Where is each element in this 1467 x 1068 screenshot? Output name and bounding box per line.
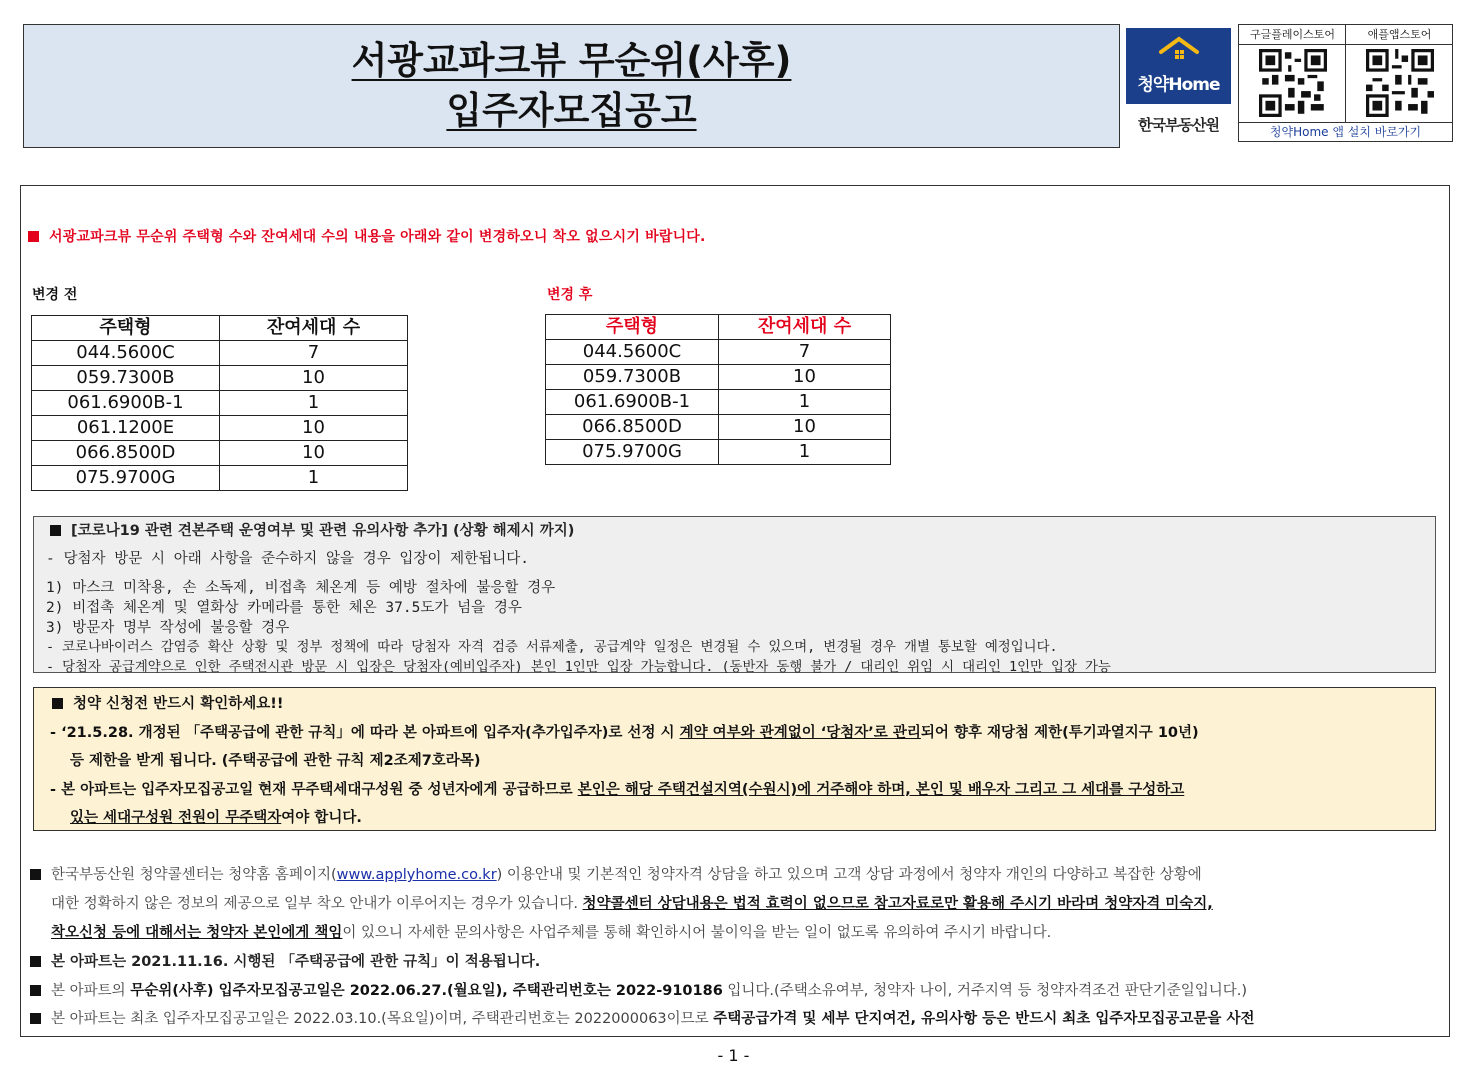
remaining-units-cell: 10: [719, 415, 891, 440]
initial-announcement-paragraph: [30, 1007, 1254, 1028]
logo-brand-text: 청약Home: [1137, 75, 1220, 95]
covid-heading: [50, 519, 574, 540]
black-square-bullet-icon: [30, 1013, 41, 1024]
black-square-bullet-icon: [50, 525, 61, 536]
covid-line: - 당첨자 공급계약으로 인한 주택전시관 방문 시 입장은 당첨자(예비입주자) 본인 1인만 입장 가능합니다. (동반자 동행 불가 / 대리인 위임 시 대리인 1인만 입장 가능: [46, 660, 1111, 675]
paragraph-text: 입니다.(주택소유여부, 청약자 나이, 거주지역 등 청약자격조건 판단기준일입니다.): [722, 983, 1248, 999]
column-header-housing-type: 주택형: [32, 316, 220, 341]
callcenter-paragraph-line-2: [51, 892, 1213, 913]
paragraph-text: ) 이용안내 및 기본적인 청약자격 상담을 하고 있으며 고객 상담 과정에서 청약자 개인의 다양하고 복잡한 상황에: [496, 867, 1202, 883]
covid-line: 3) 방문자 명부 작성에 불응할 경우: [46, 620, 290, 636]
table-row: [546, 440, 891, 465]
callcenter-paragraph-line-1: [30, 863, 1202, 884]
remaining-units-cell: 7: [220, 341, 408, 366]
remaining-units-cell: 10: [220, 441, 408, 466]
covid-line: 1) 마스크 미착용, 손 소독제, 비접촉 체온계 등 예방 절차에 불응할 경우: [46, 580, 556, 596]
table-row: [32, 416, 408, 441]
covid-line: - 당첨자 방문 시 아래 사항을 준수하지 않을 경우 입장이 제한됩니다.: [46, 551, 529, 567]
warning-text: 여야 합니다.: [281, 810, 362, 826]
title-line-1: 서광교파크뷰 무순위(사후): [351, 39, 792, 82]
title-line-2: 입주자모집공고: [446, 89, 697, 132]
warning-line-4: [70, 806, 362, 827]
before-change-table: [31, 315, 408, 491]
table-row: [32, 391, 408, 416]
housing-type-cell: 044.5600C: [32, 341, 220, 366]
remaining-units-cell: 1: [220, 466, 408, 491]
warning-text: - 본 아파트는 입주자모집공고일 현재 무주택세대구성원 중 성년자에게 공급하므로: [50, 782, 578, 798]
red-square-bullet-icon: [28, 231, 39, 242]
covid-heading-text: [코로나19 관련 견본주택 운영여부 및 관련 유의사항 추가] (상황 해제시 까지): [71, 523, 575, 539]
housing-type-cell: 061.6900B-1: [32, 391, 220, 416]
applyhome-link[interactable]: www.applyhome.co.kr: [336, 867, 497, 883]
remaining-units-cell: 10: [220, 416, 408, 441]
black-square-bullet-icon: [30, 869, 41, 880]
remaining-units-cell: 10: [719, 365, 891, 390]
table-row: [32, 441, 408, 466]
table-row: [546, 390, 891, 415]
housing-type-cell: 061.6900B-1: [546, 390, 719, 415]
paragraph-bold-text: 주택공급가격 및 세부 단지여건, 유의사항 등은 반드시 최초 입주자모집공고문을 사전: [713, 1011, 1255, 1027]
warning-heading: [52, 692, 283, 713]
logo-org-text: 한국부동산원: [1138, 116, 1219, 134]
pre-application-warning-box: [33, 687, 1436, 831]
applyhome-logo[interactable]: [1126, 28, 1231, 140]
black-square-bullet-icon: [30, 985, 41, 996]
covid-notice-box: [33, 516, 1436, 673]
black-square-bullet-icon: [52, 698, 63, 709]
housing-type-cell: 061.1200E: [32, 416, 220, 441]
table-header-row: [32, 316, 408, 341]
google-play-label: 구글플레이스토어: [1239, 25, 1346, 45]
change-notice-text: 서광교파크뷰 무순위 주택형 수와 잔여세대 수의 내용을 아래와 같이 변경하오니 착오 없으시기 바랍니다.: [49, 229, 706, 245]
warning-line-3: [50, 778, 1184, 799]
housing-type-cell: 059.7300B: [546, 365, 719, 390]
apple-store-label: 애플앱스토어: [1346, 25, 1453, 45]
remaining-units-cell: 10: [220, 366, 408, 391]
warning-line-1: [50, 721, 1199, 742]
remaining-units-cell: 1: [220, 391, 408, 416]
remaining-units-cell: 1: [719, 440, 891, 465]
rule-applied-paragraph: [30, 950, 540, 971]
housing-type-cell: 075.9700G: [32, 466, 220, 491]
remaining-units-cell: 7: [719, 340, 891, 365]
paragraph-text: 대한 정확하지 않은 정보의 제공으로 일부 착오 안내가 이루어지는 경우가 있습니다.: [51, 896, 583, 912]
table-row: [32, 341, 408, 366]
column-header-remaining-units: 잔여세대 수: [220, 316, 408, 341]
title-banner: [23, 24, 1120, 148]
black-square-bullet-icon: [30, 956, 41, 967]
table-row: [546, 365, 891, 390]
paragraph-text: 본 아파트는 최초 입주자모집공고일은 2022.03.10.(목요일)이며, 주택관리번호는 2022000063이므로: [51, 1011, 714, 1027]
housing-type-cell: 044.5600C: [546, 340, 719, 365]
app-install-link[interactable]: 청약Home 앱 설치 바로가기: [1239, 122, 1452, 142]
remaining-units-cell: 1: [719, 390, 891, 415]
before-change-label: 변경 전: [32, 287, 78, 303]
table-row: [32, 366, 408, 391]
paragraph-bold-text: 무순위(사후) 입주자모집공고일은 2022.06.27.(월요일), 주택관리번호는 2022-910186: [130, 983, 723, 999]
announcement-date-paragraph: [30, 979, 1247, 1000]
paragraph-bold-underlined-text: 착오신청 등에 대해서는 청약자 본인에게 책임: [51, 925, 343, 941]
warning-text: - ‘21.5.28. 개정된 「주택공급에 관한 규칙」에 따라 본 아파트에 입주자(추가입주자)로 선정 시: [50, 725, 680, 741]
housing-type-cell: 075.9700G: [546, 440, 719, 465]
covid-line: 2) 비접촉 체온계 및 열화상 카메라를 통한 체온 37.5도가 넘을 경우: [46, 600, 522, 616]
page-number: - 1 -: [717, 1046, 750, 1065]
paragraph-text: 한국부동산원 청약콜센터는 청약홈 홈페이지(: [51, 867, 337, 883]
table-header-row: [546, 315, 891, 340]
housing-type-cell: 066.8500D: [546, 415, 719, 440]
paragraph-text: 이 있으니 자세한 문의사항은 사업주체를 통해 확인하시어 불이익을 받는 일이 없도록 유의하여 주시기 바랍니다.: [342, 925, 1052, 941]
paragraph-text: 본 아파트의: [51, 983, 131, 999]
after-change-label: 변경 후: [547, 287, 593, 303]
callcenter-paragraph-line-3: [51, 921, 1051, 942]
warning-line-2: 등 제한을 받게 됩니다. (주택공급에 관한 규칙 제2조제7호라목): [70, 753, 481, 769]
paragraph-bold-underlined-text: 청약콜센터 상담내용은 법적 효력이 없으므로 참고자료로만 활용해 주시기 바라며 청약자격 미숙지,: [582, 896, 1213, 912]
change-notice: [28, 226, 706, 246]
house-icon: [1157, 36, 1201, 66]
column-header-remaining-units: 잔여세대 수: [719, 315, 891, 340]
column-header-housing-type: 주택형: [546, 315, 719, 340]
warning-underlined-text: 있는 세대구성원 전원이 무주택자: [70, 810, 282, 826]
google-play-qr-code-icon[interactable]: [1259, 49, 1327, 117]
table-row: [546, 340, 891, 365]
warning-underlined-text: 계약 여부와 관계없이 ‘당첨자’로 관리: [679, 725, 921, 741]
warning-heading-text: 청약 신청전 반드시 확인하세요!!: [73, 696, 284, 712]
paragraph-text: 본 아파트는 2021.11.16. 시행된 「주택공급에 관한 규칙」이 적용됩니다.: [51, 954, 541, 970]
apple-app-store-qr-code-icon[interactable]: [1366, 49, 1434, 117]
covid-line: - 코로나바이러스 감염증 확산 상황 및 정부 정책에 따라 당첨자 자격 검증 서류제출, 공급계약 일정은 변경될 수 있으며, 변경될 경우 개별 통보할 예정입니다.: [46, 640, 1058, 655]
warning-underlined-text: 본인은 해당 주택건설지역(수원시)에 거주해야 하며, 본인 및 배우자 그리고 그 세대를 구성하고: [577, 782, 1185, 798]
housing-type-cell: 066.8500D: [32, 441, 220, 466]
after-change-table: [545, 314, 891, 465]
qr-divider: [1345, 25, 1346, 122]
warning-text: 되어 향후 재당첨 제한(투기과열지구 10년): [920, 725, 1199, 741]
table-row: [32, 466, 408, 491]
table-row: [546, 415, 891, 440]
qr-code-panel: [1238, 24, 1453, 142]
housing-type-cell: 059.7300B: [32, 366, 220, 391]
